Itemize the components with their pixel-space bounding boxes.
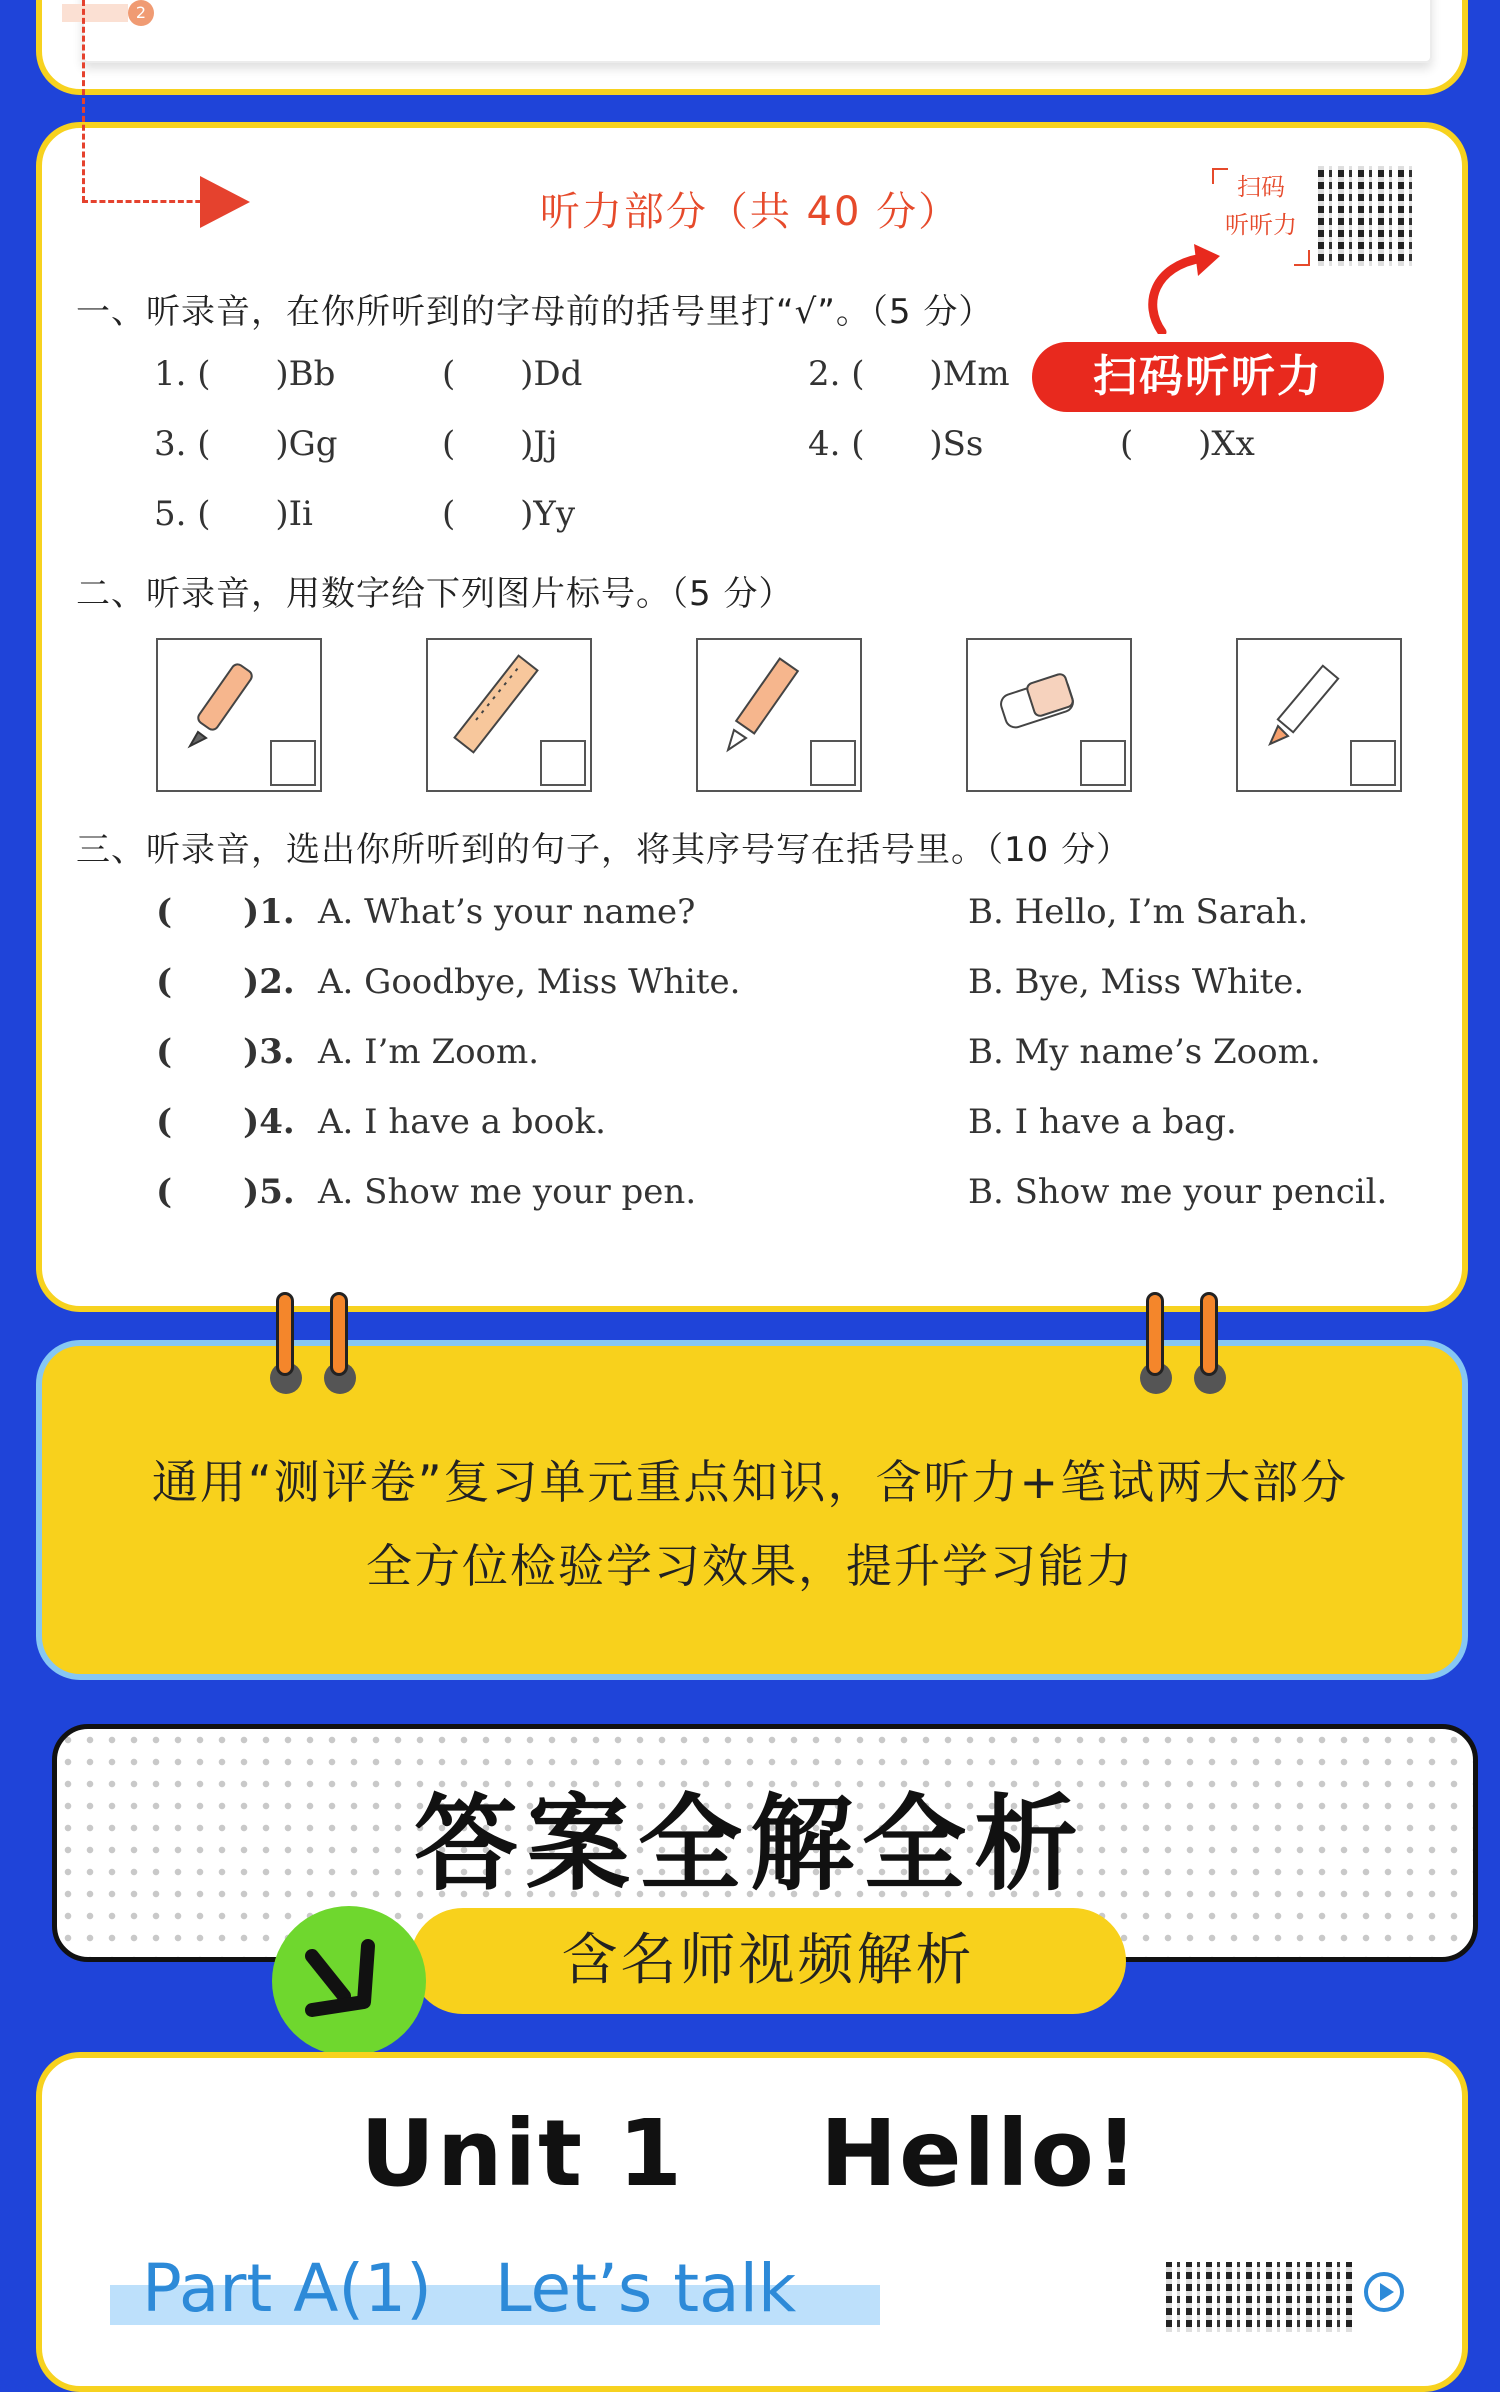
- ring: [330, 1292, 348, 1376]
- curved-arrow-icon: [1140, 244, 1220, 334]
- picture-eraser: [966, 638, 1132, 792]
- picture-crayon: [1236, 638, 1402, 792]
- ring: [1146, 1292, 1164, 1376]
- q3-item-number: ( )1.: [156, 892, 295, 932]
- q3-option-b: B. My name’s Zoom.: [968, 1032, 1321, 1072]
- q3-option-a: A. What’s your name?: [318, 892, 696, 932]
- part-title: Part A(1) Let’s talk: [142, 2250, 797, 2327]
- play-icon[interactable]: [1364, 2272, 1404, 2312]
- picture-pen: [156, 638, 322, 792]
- binder-rings-left: [262, 1292, 372, 1394]
- q3-option-a: A. I have a book.: [318, 1102, 606, 1142]
- scan-listen-label: [1212, 168, 1310, 266]
- question-3-heading: 三、听录音，选出你所听到的句子，将其序号写在括号里。（10 分）: [76, 830, 1132, 870]
- page-number-badge: 2: [128, 0, 154, 26]
- q1-option-bb: 1. ( )Bb: [154, 354, 336, 394]
- question-2-heading: 二、听录音，用数字给下列图片标号。（5 分）: [76, 574, 794, 614]
- q3-item-number: ( )2.: [156, 962, 295, 1002]
- q3-option-b: B. Bye, Miss White.: [968, 962, 1305, 1002]
- dashed-guide-line: [82, 0, 85, 202]
- number-box[interactable]: [810, 740, 856, 786]
- question-1-heading: 一、听录音，在你所听到的字母前的括号里打“√”。（5 分）: [76, 292, 994, 332]
- q1-option-xx: ( )Xx: [1120, 424, 1255, 464]
- picture-pencil: [696, 638, 862, 792]
- q1-option-yy: ( )Yy: [442, 494, 576, 534]
- q1-option-mm: 2. ( )Mm: [808, 354, 1010, 394]
- q1-option-ii: 5. ( )Ii: [154, 494, 313, 534]
- previous-page-card: [36, 0, 1468, 95]
- scan-label-line2: 听听力: [1225, 211, 1297, 239]
- arrow-glyph: [272, 1906, 426, 2056]
- promo-line-2: 全方位检验学习效果，提升学习能力: [366, 1539, 1134, 1593]
- scan-label-line1: 扫码: [1237, 173, 1285, 201]
- number-box[interactable]: [270, 740, 316, 786]
- q3-item-number: ( )3.: [156, 1032, 295, 1072]
- listening-section-title: 听力部分（共 40 分）: [539, 189, 961, 235]
- unit-title: Unit 1 Hello!: [360, 2100, 1140, 2207]
- qr-code-icon[interactable]: [1318, 166, 1418, 266]
- number-box[interactable]: [1080, 740, 1126, 786]
- answers-title: 答案全解全析: [413, 1783, 1086, 1905]
- q1-option-dd: ( )Dd: [442, 354, 583, 394]
- q1-option-gg: 3. ( )Gg: [154, 424, 338, 464]
- arrow-down-right-icon: [272, 1906, 426, 2056]
- binder-rings-right: [1132, 1292, 1242, 1394]
- scan-listen-button[interactable]: 扫码听听力: [1032, 342, 1384, 412]
- q3-option-a: A. I’m Zoom.: [318, 1032, 540, 1072]
- q1-option-jj: ( )Jj: [442, 424, 558, 464]
- q3-item-number: ( )5.: [156, 1172, 295, 1212]
- number-box[interactable]: [1350, 740, 1396, 786]
- q3-option-b: B. Show me your pencil.: [968, 1172, 1388, 1212]
- promo-line-1: 通用“测评卷”复习单元重点知识，含听力+笔试两大部分: [151, 1455, 1349, 1509]
- video-analysis-pill: 含名师视频解析: [410, 1908, 1126, 2014]
- q3-option-a: A. Goodbye, Miss White.: [318, 962, 741, 1002]
- q1-option-ss: 4. ( )Ss: [808, 424, 984, 464]
- ring: [276, 1292, 294, 1376]
- q3-item-number: ( )4.: [156, 1102, 295, 1142]
- q3-option-b: B. Hello, I’m Sarah.: [968, 892, 1309, 932]
- q3-option-a: A. Show me your pen.: [318, 1172, 697, 1212]
- page-tab-bar: [62, 4, 128, 22]
- previous-page-sheet: [82, 0, 1432, 63]
- picture-ruler: [426, 638, 592, 792]
- ring: [1200, 1292, 1218, 1376]
- q3-option-b: B. I have a bag.: [968, 1102, 1237, 1142]
- number-box[interactable]: [540, 740, 586, 786]
